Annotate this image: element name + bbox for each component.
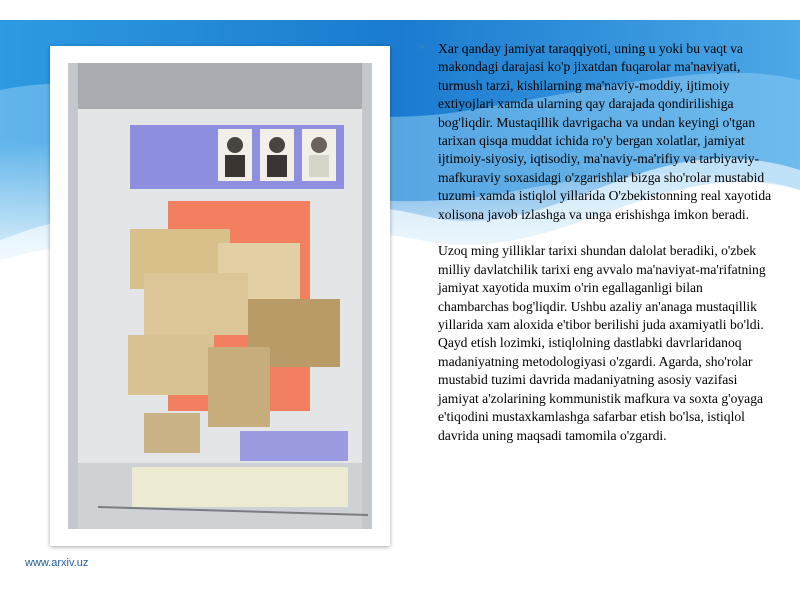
museum-showcase-image	[68, 63, 372, 529]
arrow-bullet-icon: ➤	[418, 42, 427, 53]
museum-display-photo	[50, 46, 390, 546]
footer-link[interactable]: www.arxiv.uz	[25, 557, 89, 569]
body-text	[438, 40, 774, 463]
paragraph: Uzoq ming yilliklar tarixi shundan dalolat beradiki, o'zbek milliy davlatchilik tarixi eng avvalo ma'naviyat-ma'rifatning jamiyat xayotida muxim o'rin egallaganligi bilan chambarchas bog'liqdir. Ushbu azaliy an'anaga mustaqillik yillarida xam aloxida e'tibor berilishi juda axamiyatli bo'ldi. Qayd etish lozimki, istiqlolning dastlabki davrlaridanoq madaniyatning metodologiyasi o'zgardi. Agarda, sho'rolar mustabid tuzimi davrida madaniyatning asosiy vazifasi jamiyat a'zolarining kommunistik mafkura va soxta g'oyaga e'tiqodini mustaxkamlashga safarbar etish bo'lsa, istiqlol davrida uning maqsadi tamomila o'zgardi.	[438, 243, 766, 443]
paragraph: Xar qanday jamiyat taraqqiyoti, uning u yoki bu vaqt va makondagi darajasi ko'p jixatdan fuqarolar ma'naviyati, turmush tarzi, kishilarning ma'naviy-moddiy, ijtimoiy extiyojlari xamda ularning qay darajada qondirilishiga bog'liqdir. Mustaqillik davrigacha va undan keyingi o'tgan tarixan qisqa muddat ichida ro'y bergan xolatlar, jamiyat ijtimoiy-siyosiy, iqtisodiy, ma'naviy-ma'rifiy va tarbiyaviy-mafkuraviy soxasidagi o'zgarishlar bizga sho'rolar mustabid tuzumi xamda istiqlol yillarida O'zbekistonning real xayotida xolisona javob izlashga va unga erishishga imkon beradi.	[438, 41, 772, 222]
